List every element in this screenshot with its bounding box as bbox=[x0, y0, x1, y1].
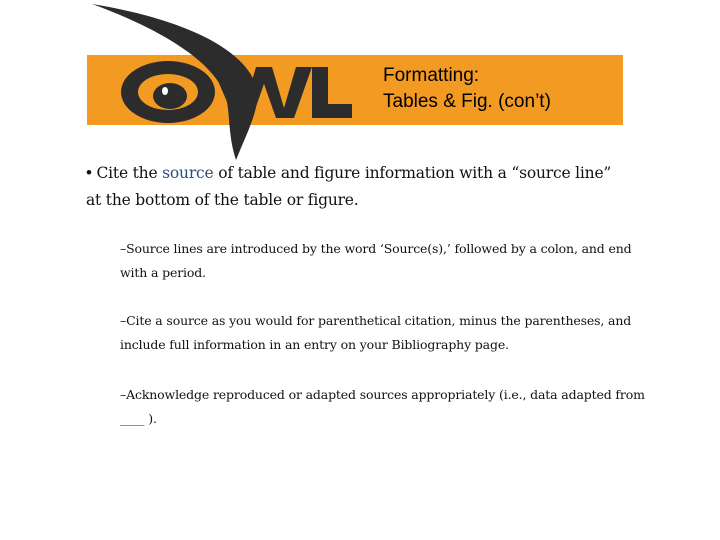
title-line-1: Formatting: bbox=[383, 65, 480, 86]
bullet-highlight-source: source bbox=[162, 164, 214, 182]
sub-bullet-cite-source: –Cite a source as you would for parenthetical citation, minus the parentheses, and include full information in an entry on your Bibliography page. bbox=[120, 313, 632, 352]
sub-bullet-source-lines: –Source lines are introduced by the word ‘Source(s),’ followed by a colon, and end with a period. bbox=[120, 241, 632, 280]
owl-l-letter bbox=[312, 67, 352, 118]
main-bullet bbox=[86, 159, 626, 214]
bullet-text-after: of table and figure information with a “source line” at the bottom of the table or figure. bbox=[86, 164, 612, 209]
owl-w-letter bbox=[212, 67, 312, 118]
bullet-symbol: • bbox=[86, 163, 92, 182]
title-line-2: Tables & Fig. (con’t) bbox=[383, 91, 551, 112]
sub-bullet-acknowledge: –Acknowledge reproduced or adapted sources appropriately (i.e., data adapted from ____ ). bbox=[120, 387, 645, 426]
slide-title bbox=[383, 63, 618, 115]
bullet-text-before: Cite the bbox=[91, 164, 163, 182]
owl-eye-pupil bbox=[153, 83, 187, 109]
